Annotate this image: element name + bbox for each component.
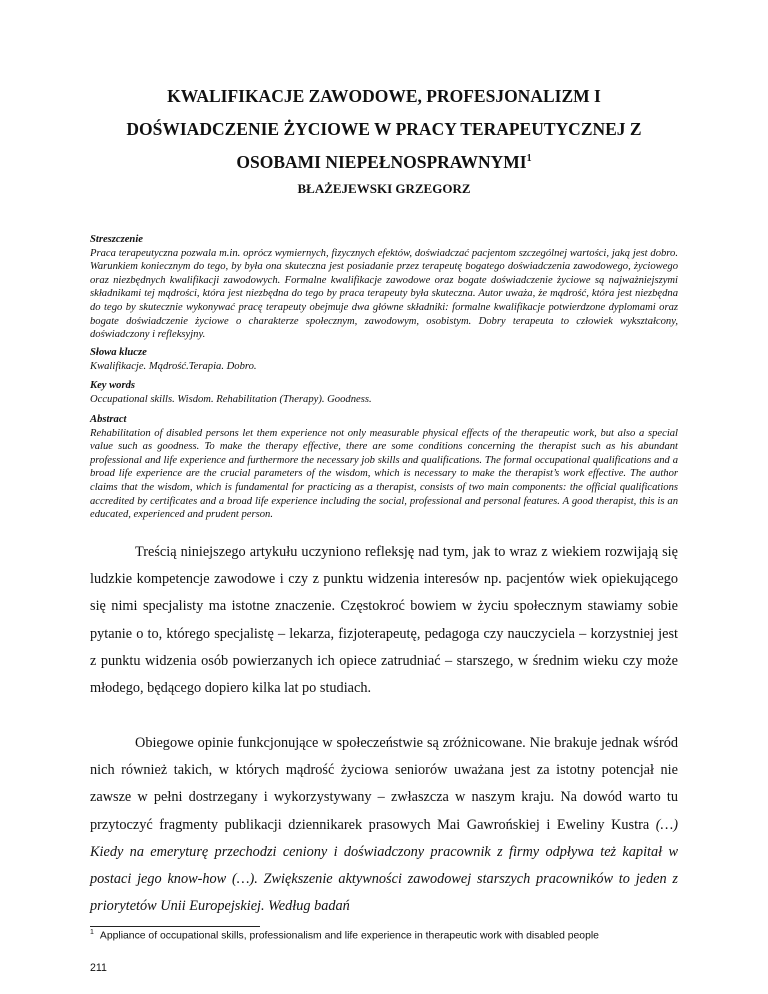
paragraph-2-quote: (…) Kiedy na emeryturę przechodzi ceniony i doświadczony pracownik z firmy odpływa też kapitał w postaci jego know-how (…). Zwiększenie aktywności zawodowej starszych pracowników to jeden z priorytetów Unii Europejskiej. Według badań	[90, 816, 678, 915]
paragraph-2-text: Obiegowe opinie funkcjonujące w społeczeństwie są zróżnicowane. Nie brakuje jednak wśród nich również takich, w których mądrość życiowa seniorów uważana jest za istotny potencjał nie zawsze w pełni dostrzegany i wykorzystywany – zwłaszcza w naszym kraju. Na dowód warto tu przytoczyć fragmenty publikacji dziennikarek prasowych Mai Gawrońskiej i Eweliny Kustra	[90, 735, 678, 833]
footnote-text: Appliance of occupational skills, professionalism and life experience in therapeutic work with disabled people	[99, 930, 599, 942]
body-paragraph-1: Treścią niniejszego artykułu uczyniono refleksję nad tym, jak to wraz z wiekiem rozwijają się ludzkie kompetencje zawodowe i czy z punktu widzenia interesów np. pacjentów wiek opiekującego się nimi specjalisty ma istotne znaczenie. Częstokroć bowiem w życiu społecznym stawiamy sobie pytanie o to, którego specjalistę – lekarza, fizjoterapeutę, pedagoga czy nauczyciela – korzystniej jest z punktu widzenia osób powierzanych ich opiece zatrudniać – starszego, w średnim wieku czy może młodego, będącego dopiero kilka lat po studiach.	[90, 544, 678, 697]
body-paragraph-2	[90, 730, 678, 920]
key-words-text: Occupational skills. Wisdom. Rehabilitation (Therapy). Goodness.	[90, 393, 372, 405]
abstract-text: Rehabilitation of disabled persons let them experience not only measurable physical effects of the therapeutic work, but also a special value such as goodness. To make the therapy effective, there are some conditions concerning the therapist such as his abundant professional and life experience and furthermore the necessary job skills and qualifications. The formal occupational qualifications and a broad life experience are the crucial parameters of the wisdom, which is necessary to make the therapist’s work effective. The author claims that the wisdom, which is fundamental for practicing as a therapist, consists of two main components: the official qualifications accredited by certificates and a broad life experience including the social, professional and personal features. A good therapist, this is an educated, experienced and prudent person.	[90, 427, 678, 521]
footnote-marker: 1	[90, 929, 94, 936]
title-footnote-marker[interactable]: 1	[526, 153, 532, 165]
footnote-separator	[90, 926, 260, 927]
article-title	[90, 80, 678, 179]
abstract-heading: Abstract	[90, 414, 127, 425]
title-line-2: DOŚWIADCZENIE ŻYCIOWE W PRACY TERAPEUTYCZNEJ Z	[126, 119, 642, 139]
abstract-section	[90, 413, 678, 522]
footnote	[90, 929, 690, 941]
streszczenie-text: Praca terapeutyczna pozwala m.in. oprócz wymiernych, fizycznych efektów, doświadczać pacjentom szczególnej wartości, jaką jest dobro. Warunkiem koniecznym do tego, by była ona skuteczna jest posiadanie przez terapeutę bogatego doświadczenia zawodowego, życiowego oraz niezbędnych kwalifikacji zawodowych. Formalne kwalifikacje zawodowe oraz bogate doświadczenie życiowe są najważniejszymi składnikami tej mądrości, która jest niezbędna do tego by praca terapeuty była skuteczna. Autor uważa, że mądrość, która jest niezbędna do tego by skutecznie wykonywać pracę terapeuty obejmuje dwa główne składniki: formalne kwalifikacje potwierdzone dyplomami oraz bogate doświadczenie życiowe o charakterze społecznym, zawodowym, osobistym. Dobry terapeuta to człowiek wykształcony, doświadczony i refleksyjny.	[90, 247, 678, 341]
key-words-heading: Key words	[90, 380, 136, 391]
slowa-klucze-heading: Słowa klucze	[90, 347, 147, 358]
streszczenie-section	[90, 233, 678, 342]
slowa-klucze-section	[90, 346, 678, 373]
slowa-klucze-text: Kwalifikacje. Mądrość.Terapia. Dobro.	[90, 360, 257, 372]
streszczenie-heading: Streszczenie	[90, 234, 143, 245]
title-line-3: OSOBAMI NIEPEŁNOSPRAWNYMI	[236, 152, 527, 172]
page-number: 211	[90, 962, 107, 974]
key-words-section	[90, 379, 678, 406]
title-line-1: KWALIFIKACJE ZAWODOWE, PROFESJONALIZM I	[167, 86, 601, 106]
author-name: BŁAŻEJEWSKI GRZEGORZ	[297, 181, 471, 196]
